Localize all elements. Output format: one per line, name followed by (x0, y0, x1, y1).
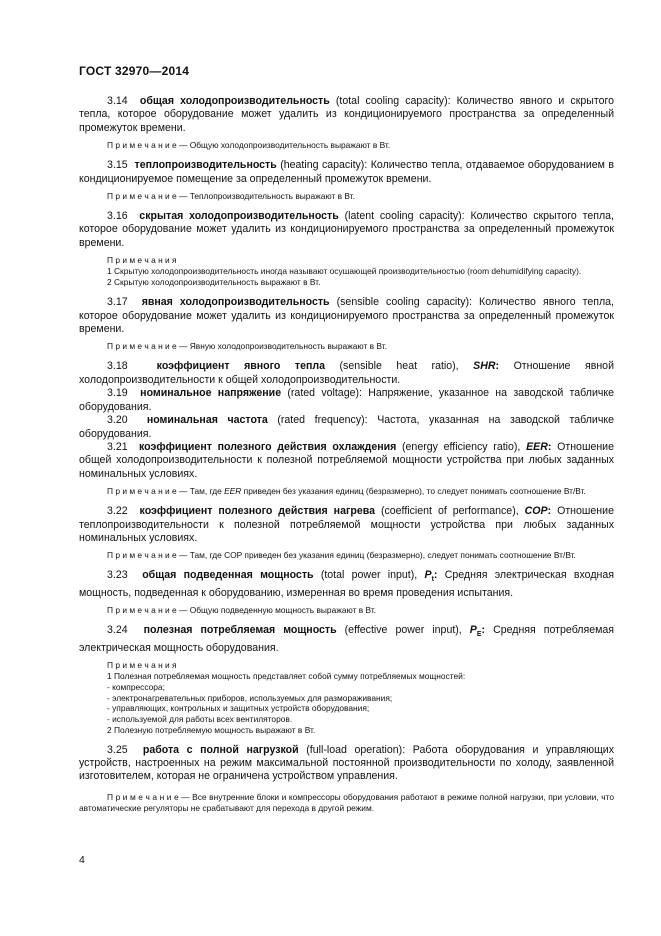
list-item: - используемой для работы всех вентиляторов. (107, 713, 293, 724)
document-body (79, 95, 614, 814)
notes-3-24-label: П р и м е ч а н и я (107, 660, 177, 671)
note-3-14: П р и м е ч а н и е — Общую холодопроизводительность выражают в Вт. (107, 140, 391, 151)
list-item: - компрессора; (107, 682, 165, 693)
definition-3-23: 3.23 общая подведенная мощность (total power input), $P_t$: Средняя электрическая входная мощность, подведенная к оборудованию, измеренная во время проведения испытания. (79, 569, 614, 599)
note-3-24-item-1: 1 Полезная потребляемая мощность представляет собой сумму потребляемых мощностей: (107, 671, 466, 682)
list-item: - электронагревательных приборов, используемых для размораживания; (107, 692, 393, 703)
definition-3-19: 3.19 номинальное напряжение (rated voltage): Напряжение, указанное на заводской табличке оборудования. (79, 387, 615, 413)
note-3-21: П р и м е ч а н и е — Там, где EER приведен без указания единиц (безразмерно), то следует понимать соотношение Вт/Вт. (107, 486, 586, 497)
note-3-15: П р и м е ч а н и е — Теплопроизводительность выражают в Вт. (107, 191, 355, 202)
note-3-25: П р и м е ч а н и е — Все внутренние блоки и компрессоры оборудования работают в режиме полной нагрузки, при условии, что автоматические регуляторы не срабатывают для перехода в другой режим. (79, 791, 614, 813)
list-item: - управляющих, контрольных и защитных устройств оборудования; (107, 703, 370, 714)
note-3-17: П р и м е ч а н и е — Явную холодопроизводительность выражают в Вт. (107, 341, 387, 352)
note-3-24-item-2: 2 Полезную потребляемую мощность выражают в Вт. (107, 724, 316, 735)
note-3-16-item-1: 1 Скрытую холодопроизводительность иногда называют осушающей производительностью (room dehumidifying capacity). (107, 266, 582, 277)
definition-3-25: 3.25 работа с полной нагрузкой (full-load operation): Работа оборудования и управляющих устройств, настроенных на режим максимальной постоянной производительности по холоду, заявленной изготовителем, которая не ограничена устройством управления. (79, 743, 614, 783)
note-3-16-item-2: 2 Скрытую холодопроизводительность выражают в Вт. (107, 277, 321, 288)
definition-3-17: 3.17 явная холодопроизводительность (sensible cooling capacity): Количество явного тепла, которое оборудование может удалить из кондиционируемого пространства за определенный промежуток времени. (79, 296, 614, 336)
definition-3-20: 3.20 номинальная частота (rated frequency): Частота, указанная на заводской табличке оборудования. (79, 414, 614, 440)
definition-3-21: 3.21 коэффициент полезного действия охлаждения (energy efficiency ratio), EER: Отношение общей холодопроизводительности к полезной потребляемой мощности устройства при любых заданных номинальных условиях. (79, 440, 614, 480)
note-3-22: П р и м е ч а н и е — Там, где COP приведен без указания единиц (безразмерно), следует понимать соотношение Вт/Вт. (107, 550, 576, 561)
definition-3-16: 3.16 скрытая холодопроизводительность (latent cooling capacity): Количество скрытого тепла, которое оборудование может удалить из кондиционируемого пространства за определенный промежуток времени. (79, 210, 614, 249)
definition-3-14: 3.14 общая холодопроизводительность (total cooling capacity): Количество явного и скрытого тепла, которое оборудование может удалить из кондиционируемого пространства за определенный промежуток времени. (79, 95, 614, 134)
definition-3-24: 3.24 полезная потребляемая мощность (effective power input), $P_E$: Средняя потребляемая электрическая мощность оборудования. (79, 624, 615, 654)
page-number: 4 (79, 854, 85, 866)
definition-3-18: 3.18 коэффициент явного тепла (sensible heat ratio), SHR: Отношение явной холодопроизводительности к общей холодопроизводительности. (79, 360, 614, 386)
definition-3-22: 3.22 коэффициент полезного действия нагрева (coefficient of performance), COP: Отношение теплопроизводительности к полезной потребляемой мощности устройства при любых заданных номинальных условиях. (79, 505, 614, 544)
definition-3-15: 3.15 теплопроизводительность (heating capacity): Количество тепла, отдаваемое оборудованием в кондиционируемое помещение за определенный промежуток времени. (79, 159, 614, 185)
notes-3-16-label: П р и м е ч а н и я (107, 255, 177, 266)
standard-header: ГОСТ 32970—2014 (79, 64, 190, 78)
note-3-23: П р и м е ч а н и е — Общую подведенную мощность выражают в Вт. (107, 605, 377, 616)
